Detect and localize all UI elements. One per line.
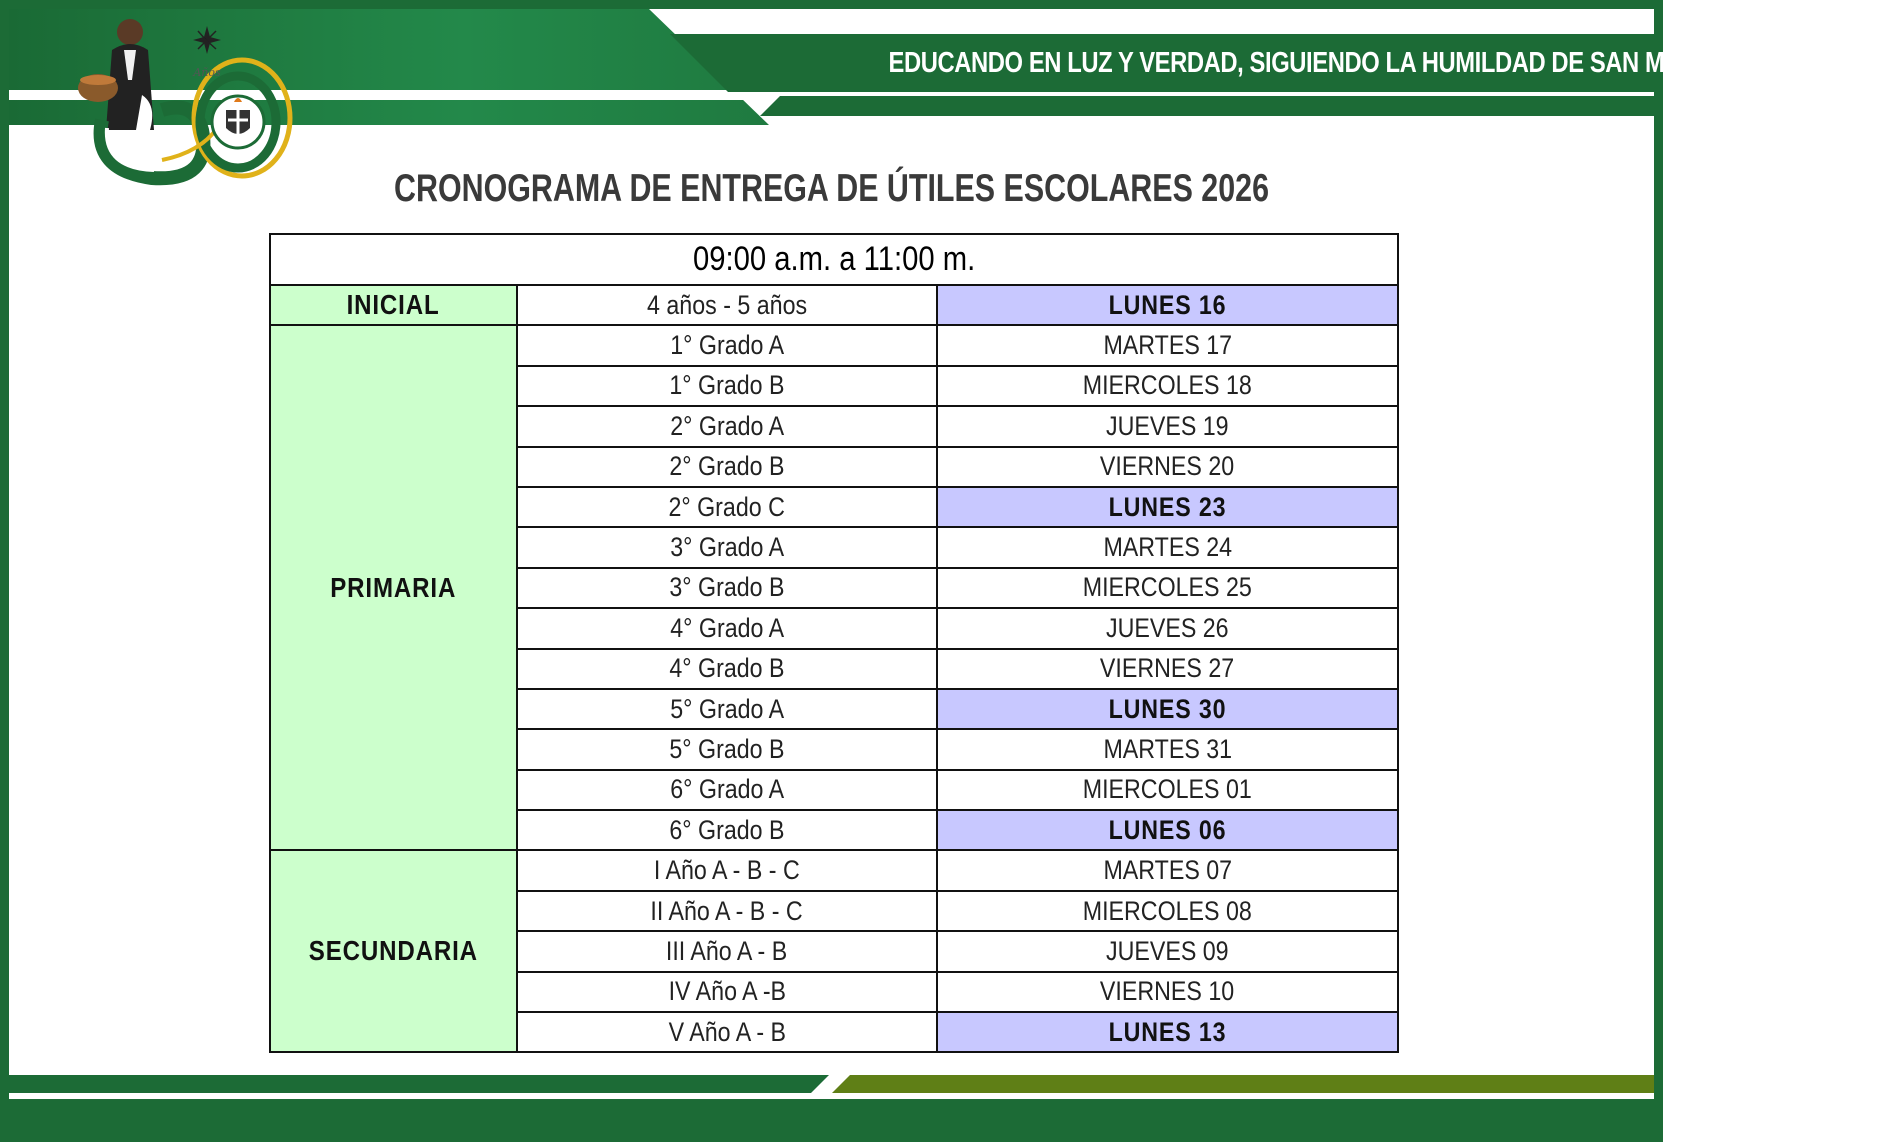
group-cell: 5° Grado A — [517, 689, 937, 729]
group-cell: 5° Grado B — [517, 729, 937, 769]
group-cell: I Año A - B - C — [517, 850, 937, 890]
crest-icon — [212, 96, 264, 148]
footer-band-green — [9, 1075, 829, 1093]
day-cell: MIERCOLES 08 — [937, 891, 1398, 931]
saint-figure-icon — [78, 19, 154, 130]
time-range-cell: 09:00 a.m. a 11:00 m. — [270, 234, 1398, 285]
day-cell: MARTES 17 — [937, 325, 1398, 365]
day-cell: VIERNES 27 — [937, 649, 1398, 689]
footer-base — [9, 1099, 1654, 1133]
day-cell: VIERNES 10 — [937, 972, 1398, 1012]
group-cell: 4° Grado A — [517, 608, 937, 648]
day-cell: MIERCOLES 18 — [937, 366, 1398, 406]
day-cell: JUEVES 19 — [937, 406, 1398, 446]
group-cell: 1° Grado B — [517, 366, 937, 406]
group-cell: 1° Grado A — [517, 325, 937, 365]
group-cell: 4° Grado B — [517, 649, 937, 689]
level-primaria: PRIMARIA — [270, 325, 517, 850]
level-inicial: INICIAL — [270, 285, 517, 325]
day-cell: VIERNES 20 — [937, 447, 1398, 487]
group-cell: 3° Grado B — [517, 568, 937, 608]
day-cell: MARTES 31 — [937, 729, 1398, 769]
day-cell: LUNES 30 — [937, 689, 1398, 729]
table-row — [270, 325, 1398, 365]
footer-band-olive — [832, 1075, 1654, 1093]
group-cell: 6° Grado B — [517, 810, 937, 850]
logo-caption: Años — [193, 66, 221, 79]
day-cell: LUNES 06 — [937, 810, 1398, 850]
group-cell: 2° Grado A — [517, 406, 937, 446]
day-cell: LUNES 16 — [937, 285, 1398, 325]
group-cell: 2° Grado B — [517, 447, 937, 487]
day-cell: MIERCOLES 25 — [937, 568, 1398, 608]
day-cell: MARTES 24 — [937, 527, 1398, 567]
page-title: CRONOGRAMA DE ENTREGA DE ÚTILES ESCOLARES 2026 — [394, 167, 1269, 210]
header-band — [760, 96, 1654, 116]
school-motto: EDUCANDO EN LUZ Y VERDAD, SIGUIENDO LA HUMILDAD DE SAN MARTÍN DE PORRES — [888, 47, 1878, 79]
day-cell: LUNES 23 — [937, 487, 1398, 527]
group-cell: 2° Grado C — [517, 487, 937, 527]
table-row — [270, 285, 1398, 325]
level-secundaria: SECUNDARIA — [270, 850, 517, 1052]
day-cell: JUEVES 09 — [937, 931, 1398, 971]
day-cell: JUEVES 26 — [937, 608, 1398, 648]
table-row — [270, 850, 1398, 890]
schedule-table — [269, 233, 1399, 1053]
group-cell: V Año A - B — [517, 1012, 937, 1052]
day-cell: MIERCOLES 01 — [937, 770, 1398, 810]
group-cell: II Año A - B - C — [517, 891, 937, 931]
group-cell: 4 años - 5 años — [517, 285, 937, 325]
time-row — [270, 234, 1398, 285]
group-cell: III Año A - B — [517, 931, 937, 971]
compass-star-icon — [193, 26, 221, 54]
day-cell: LUNES 13 — [937, 1012, 1398, 1052]
day-cell: MARTES 07 — [937, 850, 1398, 890]
group-cell: 6° Grado A — [517, 770, 937, 810]
group-cell: IV Año A -B — [517, 972, 937, 1012]
group-cell: 3° Grado A — [517, 527, 937, 567]
